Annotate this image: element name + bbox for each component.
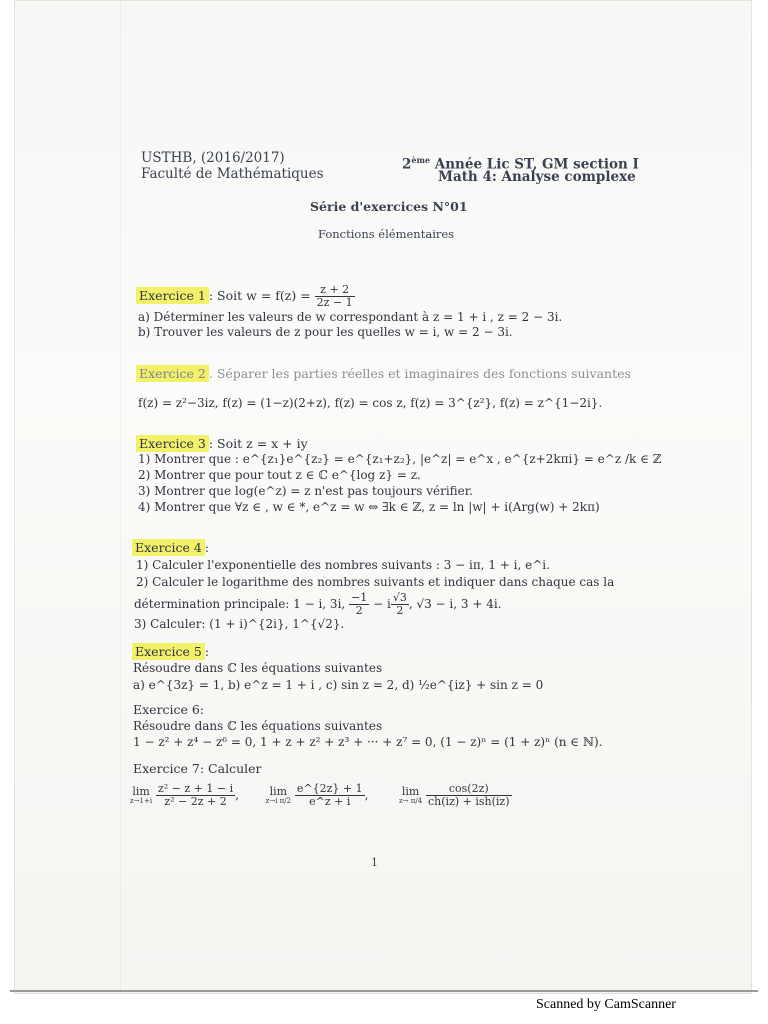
limit-1-operator xyxy=(130,786,152,805)
exercise-5-colon: : xyxy=(204,644,210,659)
limit-3-fraction xyxy=(426,783,512,808)
limit-1-sub: z→1+i xyxy=(130,797,153,805)
limit-2-den: e^z + i xyxy=(309,795,351,808)
limit-1-den: z² − 2z + 2 xyxy=(164,795,227,808)
exercise-4-frac1-num: −1 xyxy=(351,591,368,604)
header-faculty: Faculté de Mathématiques xyxy=(141,166,324,182)
exercise-2-text: . Séparer les parties réelles et imaginaires des fonctions suivantes xyxy=(208,366,631,381)
exercise-5-label: Exercice 5 xyxy=(132,643,205,660)
limit-2-num: e^{2z} + 1 xyxy=(296,782,363,795)
exercise-4-colon: : xyxy=(204,540,210,555)
limit-2-sub: z→i π/2 xyxy=(265,797,292,805)
exercise-4-label: Exercice 4 xyxy=(132,539,205,556)
exercise-2-label: Exercice 2 xyxy=(136,365,209,382)
header-year-rest: Année Lic ST, GM section I xyxy=(430,156,639,173)
limit-3-sub: z→ π/4 xyxy=(398,797,423,805)
exercise-2-statement xyxy=(136,366,631,381)
exercise-1-label: Exercice 1 xyxy=(136,287,209,304)
exercise-3-item-2: 2) Montrer que pour tout z ∈ ℂ e^{log z} = z. xyxy=(138,468,421,482)
header-year-number: 2 xyxy=(402,156,412,173)
exercise-7-limits xyxy=(130,783,512,808)
exercise-4-fraction-1 xyxy=(349,592,369,617)
limit-2-operator xyxy=(266,786,291,805)
exercise-5-instruction: Résoudre dans ℂ les équations suivantes xyxy=(133,661,383,675)
exercise-4-heading xyxy=(132,540,209,555)
exercise-6-label: Exercice 6: xyxy=(133,702,205,717)
exercise-1-part-a: a) Déterminer les valeurs de w correspondant à z = 1 + i , z = 2 − 3i. xyxy=(138,310,563,324)
exercise-3-item-1: 1) Montrer que : e^{z₁}e^{z₂} = e^{z₁+z₂}, |e^z| = e^x , e^{z+2kπi} = e^z /k ∈ ℤ xyxy=(138,452,662,466)
limit-3-word: lim xyxy=(401,785,420,798)
limit-1-word: lim xyxy=(132,785,150,798)
limit-2-fraction xyxy=(295,783,365,808)
exercise-7-label: Exercice 7: Calculer xyxy=(133,761,262,776)
limit-3-operator xyxy=(399,786,422,805)
limit-1-fraction xyxy=(156,783,235,808)
exercise-4-item-3: 3) Calculer: (1 + i)^{2i}, 1^{√2}. xyxy=(134,617,345,631)
exercise-1-intro: : Soit w = f(z) = xyxy=(208,288,315,303)
exercise-3-label: Exercice 3 xyxy=(136,435,209,452)
camscanner-watermark: Scanned by CamScanner xyxy=(536,997,676,1012)
exercise-4-fraction-2 xyxy=(391,592,409,617)
exercise-6-equations: 1 − z² + z⁴ − z⁶ = 0, 1 + z + z² + z³ + ··· + z⁷ = 0, (1 − z)ⁿ = (1 + z)ⁿ (n ∈ ℕ). xyxy=(133,735,603,749)
exercise-1-statement xyxy=(136,284,355,309)
exercise-3-item-3: 3) Montrer que log(e^z) = z n'est pas toujours vérifier. xyxy=(138,484,473,498)
limit-3-den: ch(iz) + ish(iz) xyxy=(428,795,510,808)
exercise-6-instruction: Résoudre dans ℂ les équations suivantes xyxy=(133,719,383,733)
exercise-4-frac2-num: √3 xyxy=(392,591,407,604)
header-university: USTHB, (2016/2017) xyxy=(141,150,285,166)
exercise-3-statement xyxy=(136,436,308,451)
header-course: Math 4: Analyse complexe xyxy=(438,169,636,185)
page-number: 1 xyxy=(371,856,378,869)
exercise-4-item-1: 1) Calculer l'exponentielle des nombres suivants : 3 − iπ, 1 + i, e^i. xyxy=(136,558,550,572)
page-subtitle: Fonctions élémentaires xyxy=(318,227,455,241)
limit-1-sep: , xyxy=(235,788,239,802)
limit-2-sep: , xyxy=(364,788,369,802)
exercise-1-frac-num: z + 2 xyxy=(315,284,355,297)
exercise-3-intro: : Soit z = x + iy xyxy=(208,436,308,451)
exercise-4-item-2-values xyxy=(134,592,502,617)
exercise-5-heading xyxy=(132,644,209,659)
exercise-4-values-a: détermination principale: 1 − i, 3i, xyxy=(134,597,346,611)
exercise-4-values-b: − i xyxy=(373,597,391,611)
page-title: Série d'exercices N°01 xyxy=(310,199,468,214)
exercise-3-item-4: 4) Montrer que ∀z ∈ , w ∈ *, e^z = w ⇔ ∃k ∈ ℤ, z = ln |w| + i(Arg(w) + 2kπ) xyxy=(138,500,600,514)
limit-1-num: z² − z + 1 − i xyxy=(157,782,234,795)
exercise-1-frac-den: 2z − 1 xyxy=(316,296,353,309)
limit-3-num: cos(2z) xyxy=(426,783,512,796)
exercise-4-values-c: , √3 − i, 3 + 4i. xyxy=(408,597,502,611)
exercise-4-frac2-den: 2 xyxy=(396,604,404,617)
page-bottom-edge xyxy=(10,990,758,992)
header-year-sup: ème xyxy=(411,155,431,165)
exercise-2-functions: f(z) = z²−3iz, f(z) = (1−z)(2+z), f(z) = cos z, f(z) = 3^{z²}, f(z) = z^{1−2i}. xyxy=(138,396,603,410)
exercise-4-item-2: 2) Calculer le logarithme des nombres suivants et indiquer dans chaque cas la xyxy=(136,575,615,589)
exercise-1-part-b: b) Trouver les valeurs de z pour les quelles w = i, w = 2 − 3i. xyxy=(138,325,513,339)
page-fold-shadow xyxy=(120,0,121,994)
exercise-5-equations: a) e^{3z} = 1, b) e^z = 1 + i , c) sin z = 2, d) ½e^{iz} + sin z = 0 xyxy=(133,678,544,692)
exercise-1-fraction xyxy=(315,284,355,309)
exercise-4-frac1-den: 2 xyxy=(355,604,363,617)
limit-2-word: lim xyxy=(269,785,288,798)
